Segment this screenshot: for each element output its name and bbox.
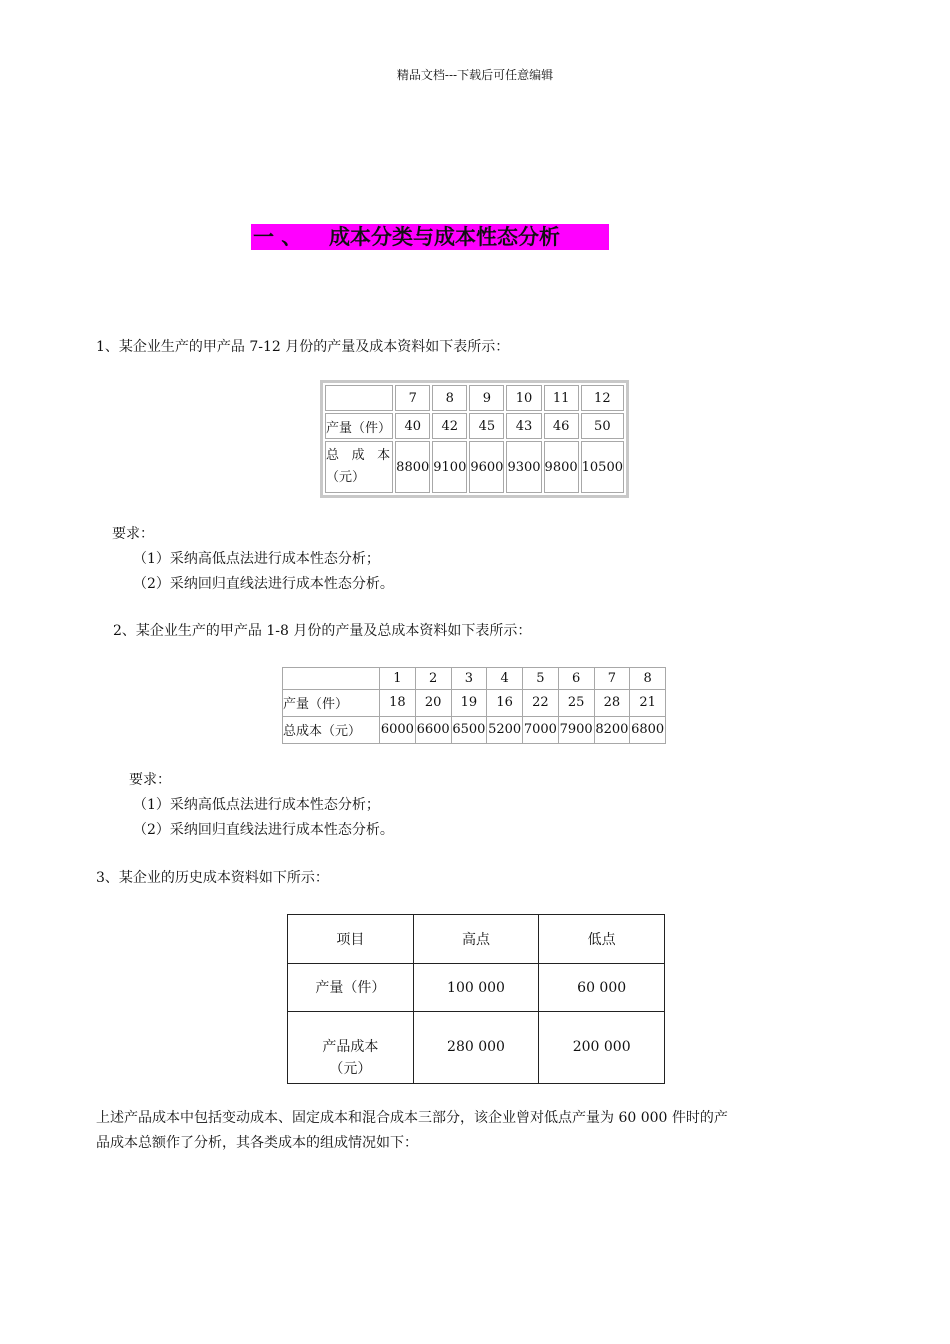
q1-output-cell: 50 [581, 413, 624, 439]
q2-table [282, 667, 666, 744]
q2-month-cell: 4 [487, 668, 523, 690]
q3-header-row [288, 915, 665, 964]
q2-output-cell: 22 [523, 689, 559, 716]
q2-output-label: 产量（件） [283, 689, 380, 716]
q2-output-cell: 19 [451, 689, 487, 716]
q3-paragraph-line-2: 品成本总额作了分析，其各类成本的组成情况如下： [96, 1135, 418, 1151]
q3-intro: 3、某企业的历史成本资料如下所示： [96, 870, 329, 886]
q3-header-cell: 项目 [288, 915, 414, 964]
q2-requirements-title: 要求： [129, 772, 171, 788]
q1-intro: 1、某企业生产的甲产品 7-12 月份的产量及成本资料如下表所示： [96, 339, 510, 355]
q2-cost-cell: 6800 [630, 716, 666, 743]
section-title [251, 224, 609, 250]
q1-cost-cell: 9100 [432, 441, 467, 493]
q1-output-cell: 45 [469, 413, 504, 439]
q1-month-cell: 9 [469, 385, 504, 411]
q1-cost-label-unit: （元） [326, 470, 366, 485]
q2-month-cell: 2 [415, 668, 451, 690]
q2-cost-row [283, 716, 666, 743]
q1-output-cell: 40 [395, 413, 430, 439]
q1-requirement-2: （2）采纳回归直线法进行成本性态分析。 [133, 576, 394, 592]
q2-cost-label: 总成本（元） [283, 716, 380, 743]
q1-output-cell: 46 [544, 413, 579, 439]
q2-requirement-1: （1）采纳高低点法进行成本性态分析； [133, 797, 380, 813]
q2-output-cell: 28 [594, 689, 630, 716]
q1-month-cell: 11 [544, 385, 579, 411]
q1-cost-label-part: 成 [351, 448, 365, 463]
q2-month-cell: 5 [523, 668, 559, 690]
q2-output-cell: 16 [487, 689, 523, 716]
page-header: 精品文档---下载后可任意编辑 [396, 68, 554, 82]
q1-cost-label-part: 本 [377, 448, 391, 463]
q3-output-row [288, 964, 665, 1012]
q2-cost-cell: 6500 [451, 716, 487, 743]
q1-month-cell: 12 [581, 385, 624, 411]
q2-output-cell: 18 [380, 689, 416, 716]
q1-month-cell: 7 [395, 385, 430, 411]
q2-month-cell: 6 [558, 668, 594, 690]
q2-corner-cell [283, 668, 380, 690]
q2-month-cell: 1 [380, 668, 416, 690]
q1-month-cell: 10 [506, 385, 541, 411]
q2-cost-cell: 7000 [523, 716, 559, 743]
q2-cost-cell: 7900 [558, 716, 594, 743]
q3-cost-label-text: 产品成本 [322, 1039, 379, 1055]
q2-intro: 2、某企业生产的甲产品 1-8 月份的产量及总成本资料如下表所示： [113, 623, 532, 639]
q3-cost-cell: 200 000 [539, 1012, 665, 1084]
q1-cost-label [325, 441, 393, 493]
q1-output-cell: 42 [432, 413, 467, 439]
q2-requirement-2: （2）采纳回归直线法进行成本性态分析。 [133, 822, 394, 838]
q1-cost-cell: 8800 [395, 441, 430, 493]
q2-month-cell: 7 [594, 668, 630, 690]
section-title-text: 成本分类与成本性态分析 [329, 225, 560, 249]
q2-output-cell: 21 [630, 689, 666, 716]
q3-paragraph-line-1: 上述产品成本中包括变动成本、固定成本和混合成本三部分，该企业曾对低点产量为 60 000 件时的产 [96, 1110, 728, 1126]
q3-output-label: 产量（件） [288, 964, 414, 1012]
q3-header-cell: 低点 [539, 915, 665, 964]
q2-month-cell: 3 [451, 668, 487, 690]
q1-cost-cell: 10500 [581, 441, 624, 493]
q2-month-row [283, 668, 666, 690]
section-number: 一 、 [253, 225, 303, 249]
q2-month-cell: 8 [630, 668, 666, 690]
q1-corner-cell [325, 385, 393, 411]
q3-cost-row [288, 1012, 665, 1084]
q1-cost-cell: 9800 [544, 441, 579, 493]
q1-requirement-1: （1）采纳高低点法进行成本性态分析； [133, 551, 380, 567]
q3-cost-cell: 280 000 [413, 1012, 539, 1084]
q1-cost-cell: 9300 [506, 441, 541, 493]
q1-month-row [325, 385, 624, 411]
q2-output-cell: 20 [415, 689, 451, 716]
q1-output-row [325, 413, 624, 439]
q1-output-cell: 43 [506, 413, 541, 439]
q2-cost-cell: 6600 [415, 716, 451, 743]
q2-output-row [283, 689, 666, 716]
q2-cost-cell: 8200 [594, 716, 630, 743]
q1-output-label: 产量（件） [325, 413, 393, 439]
q3-output-cell: 60 000 [539, 964, 665, 1012]
q3-output-cell: 100 000 [413, 964, 539, 1012]
q2-cost-cell: 6000 [380, 716, 416, 743]
q1-cost-row [325, 441, 624, 493]
q3-cost-label-unit: （元） [329, 1061, 372, 1077]
q3-header-cell: 高点 [413, 915, 539, 964]
q2-cost-cell: 5200 [487, 716, 523, 743]
q2-output-cell: 25 [558, 689, 594, 716]
q1-cost-cell: 9600 [469, 441, 504, 493]
q1-table [320, 380, 629, 498]
q3-cost-label [288, 1012, 414, 1084]
q3-table [287, 914, 665, 1084]
q1-cost-label-part: 总 [326, 448, 340, 463]
q1-requirements-title: 要求： [112, 526, 154, 542]
q1-month-cell: 8 [432, 385, 467, 411]
